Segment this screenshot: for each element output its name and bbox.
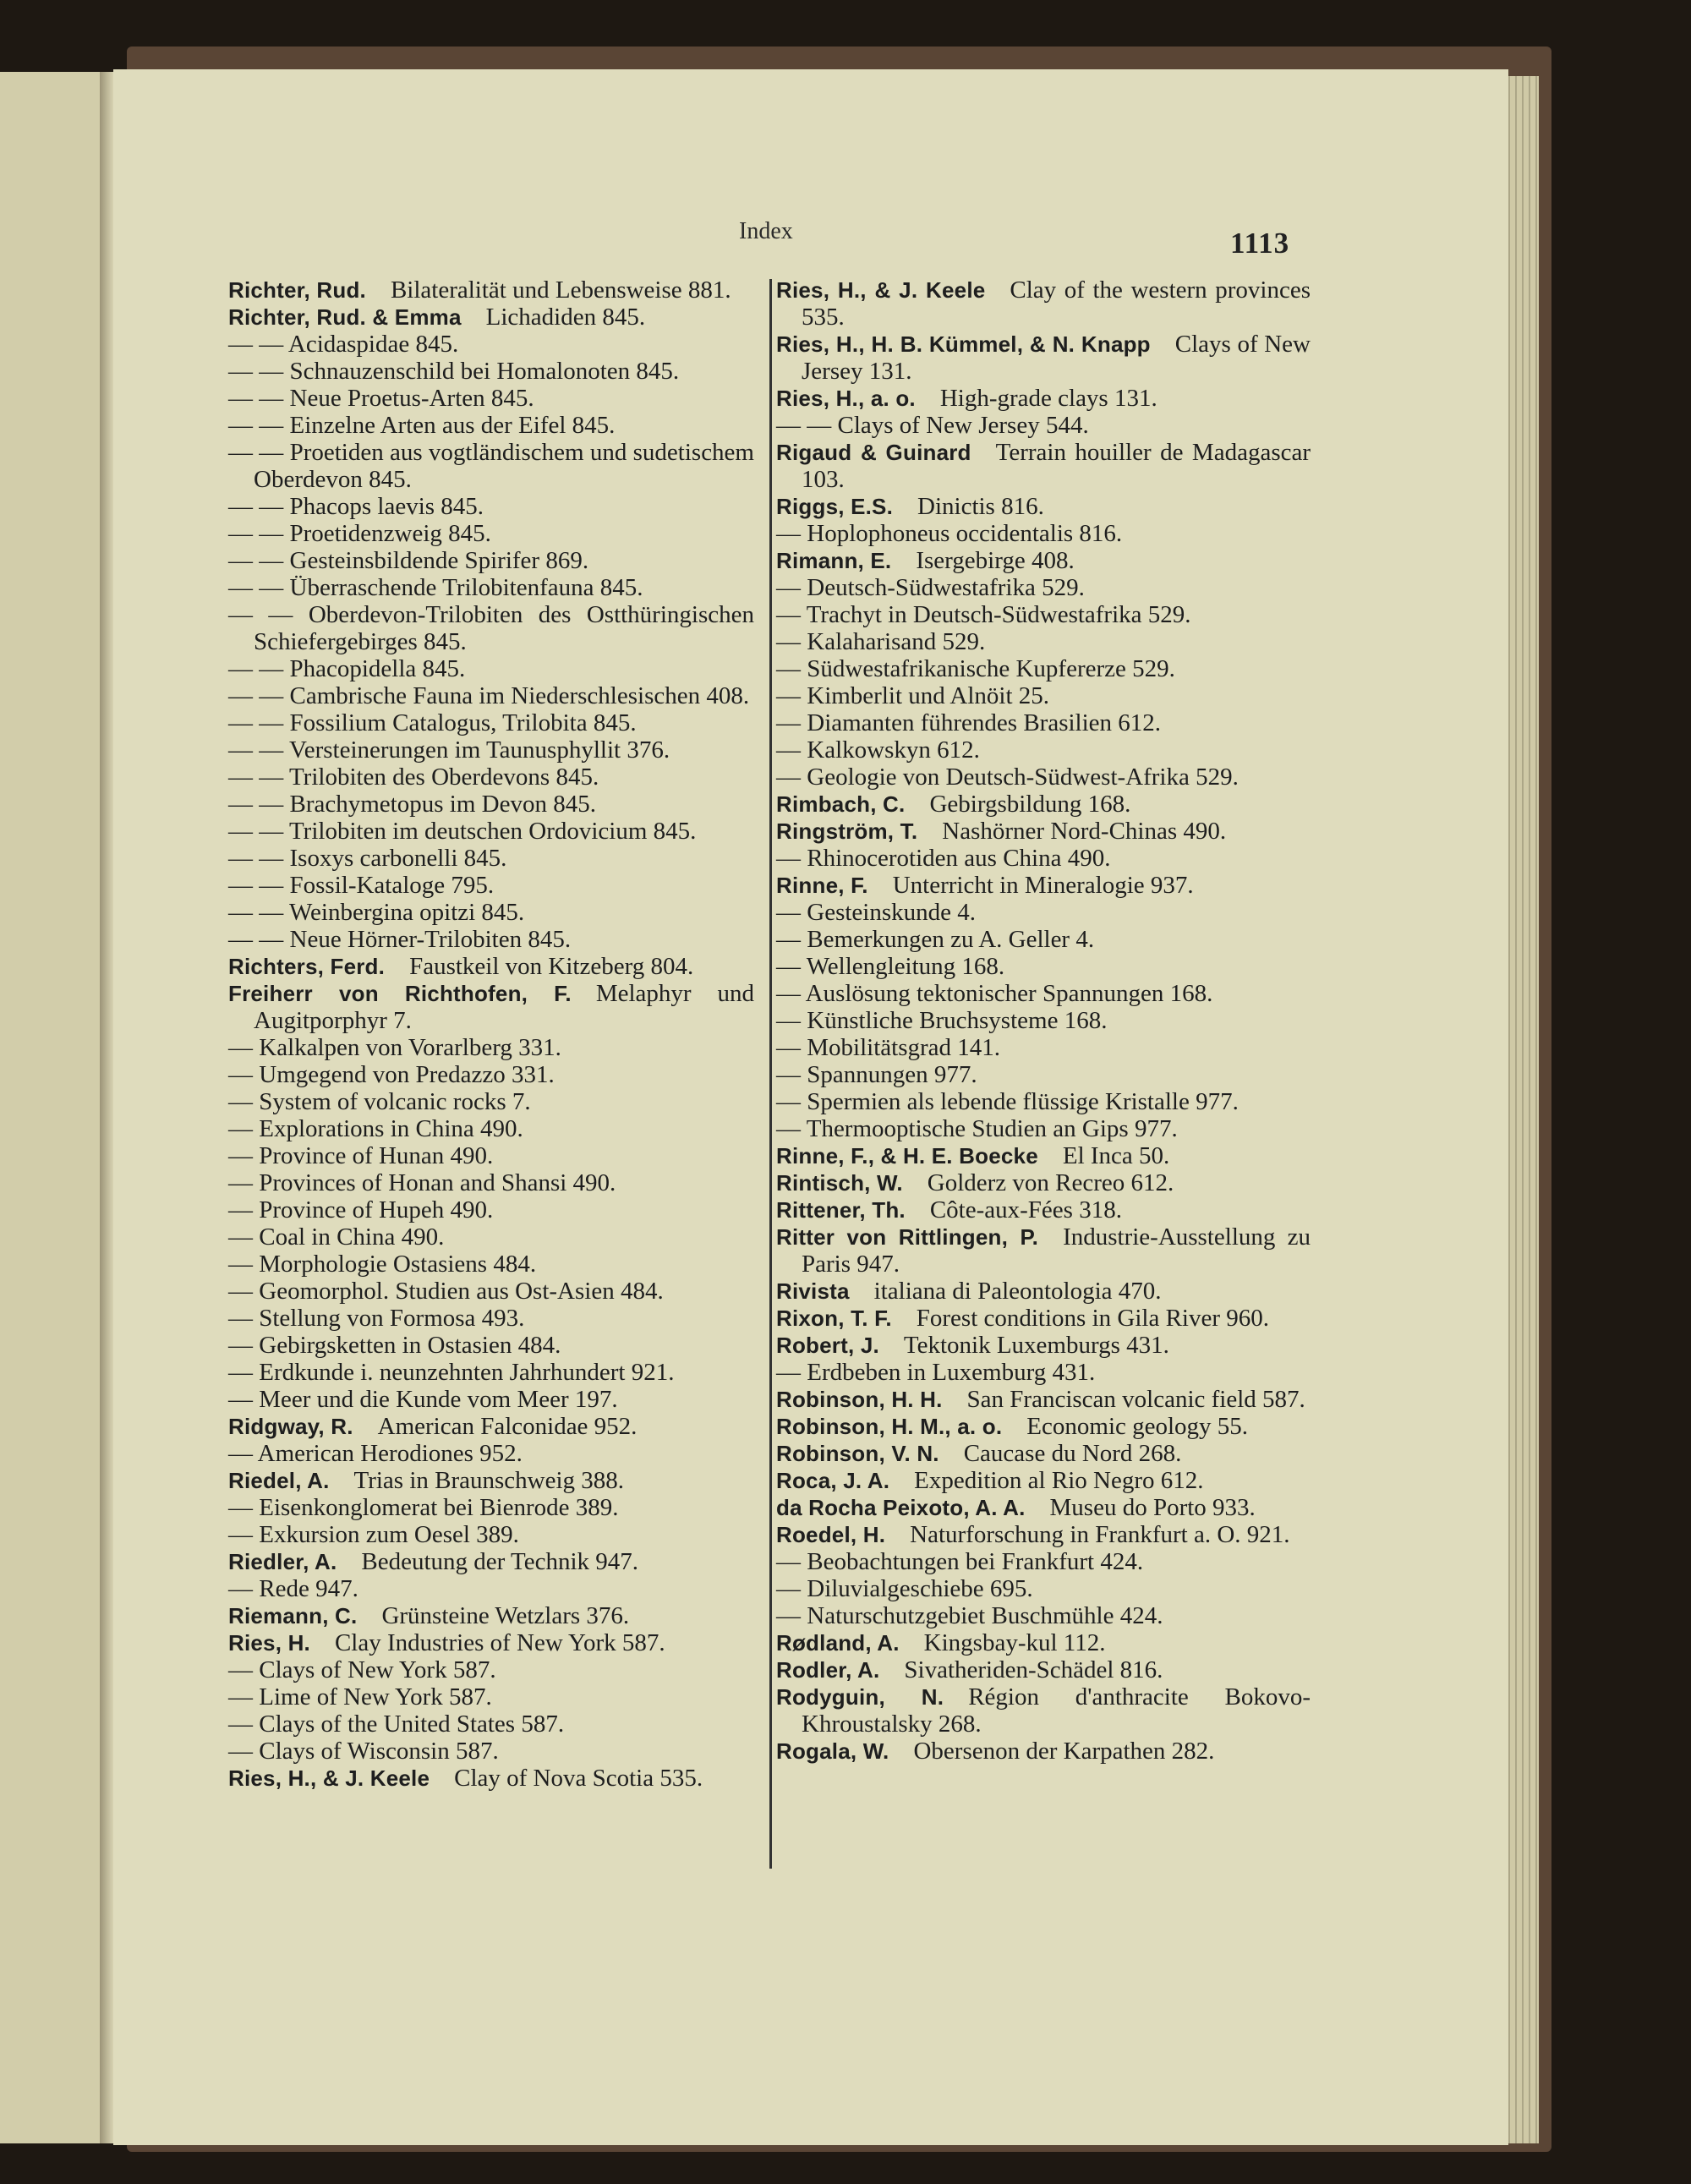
index-entry bbox=[228, 385, 754, 412]
entry-author: Freiherr von Richthofen, F. bbox=[228, 981, 572, 1006]
index-entry bbox=[776, 601, 1311, 628]
entry-author: Rivista bbox=[776, 1278, 850, 1304]
entry-title: — Clays of the United States 587. bbox=[228, 1711, 565, 1738]
entry-title: Côte-aux-Fées 318. bbox=[929, 1196, 1122, 1223]
entry-author: Riedel, A. bbox=[228, 1468, 330, 1493]
entry-title: — Provinces of Honan and Shansi 490. bbox=[228, 1169, 616, 1196]
index-entry bbox=[228, 655, 754, 682]
entry-author: Rødland, A. bbox=[776, 1630, 900, 1656]
entry-title: — — Oberdevon-Trilobiten des Ostthüringischen Schiefergebirges 845. bbox=[228, 601, 754, 655]
index-entry bbox=[776, 899, 1311, 926]
entry-author: Riemann, C. bbox=[228, 1603, 358, 1628]
index-entry bbox=[776, 1115, 1311, 1142]
index-entry bbox=[776, 1602, 1311, 1629]
entry-title: — — Proetidenzweig 845. bbox=[228, 520, 491, 547]
index-entry bbox=[228, 953, 754, 980]
entry-title: — — Fossil-Kataloge 795. bbox=[228, 872, 495, 899]
index-entry bbox=[776, 1305, 1311, 1332]
entry-title: Bedeutung der Technik 947. bbox=[361, 1548, 639, 1575]
index-entry bbox=[228, 764, 754, 791]
index-entry bbox=[228, 439, 754, 493]
entry-title: Tektonik Luxemburgs 431. bbox=[903, 1332, 1169, 1359]
entry-title: — — Schnauzenschild bei Homalonoten 845. bbox=[228, 358, 680, 385]
entry-title: — Clays of New York 587. bbox=[228, 1656, 496, 1683]
index-entry bbox=[228, 682, 754, 709]
entry-title: Terrain houiller de Madagascar 103. bbox=[802, 439, 1311, 493]
entry-author: Rogala, W. bbox=[776, 1738, 889, 1764]
index-entry bbox=[776, 1494, 1311, 1521]
index-entry bbox=[776, 1738, 1311, 1765]
entry-title: — Auslösung tektonischer Spannungen 168. bbox=[776, 980, 1213, 1007]
index-entry bbox=[228, 331, 754, 358]
index-entry bbox=[228, 1034, 754, 1061]
entry-title: italiana di Paleontologia 470. bbox=[873, 1278, 1162, 1305]
index-entry bbox=[776, 547, 1311, 574]
entry-title: — Geomorphol. Studien aus Ost-Asien 484. bbox=[228, 1278, 664, 1305]
index-entry bbox=[228, 818, 754, 845]
entry-title: — Geologie von Deutsch-Südwest-Afrika 529. bbox=[776, 764, 1239, 791]
index-entry bbox=[228, 1359, 754, 1386]
entry-author: Rinne, F., & H. E. Boecke bbox=[776, 1143, 1038, 1169]
entry-title: — — Fossilium Catalogus, Trilobita 845. bbox=[228, 709, 637, 736]
entry-title: — System of volcanic rocks 7. bbox=[228, 1088, 531, 1115]
entry-title: — — Cambrische Fauna im Niederschlesischen 408. bbox=[228, 682, 750, 709]
index-entry bbox=[228, 1061, 754, 1088]
entry-title: — Stellung von Formosa 493. bbox=[228, 1305, 525, 1332]
entry-title: — Lime of New York 587. bbox=[228, 1683, 492, 1711]
index-entry bbox=[228, 1305, 754, 1332]
entry-title: — Spannungen 977. bbox=[776, 1061, 977, 1088]
index-entry bbox=[228, 1521, 754, 1548]
entry-title: — Eisenkonglomerat bei Bienrode 389. bbox=[228, 1494, 619, 1521]
entry-title: Sivatheriden-Schädel 816. bbox=[904, 1656, 1163, 1683]
entry-author: Ritter von Rittlingen, P. bbox=[776, 1224, 1039, 1250]
index-entry bbox=[228, 1223, 754, 1251]
entry-title: — — Phacopidella 845. bbox=[228, 655, 466, 682]
index-entry bbox=[776, 1142, 1311, 1169]
index-entry bbox=[776, 736, 1311, 764]
index-entry bbox=[776, 628, 1311, 655]
entry-title: — Meer und die Kunde vom Meer 197. bbox=[228, 1386, 618, 1413]
entry-title: — Thermooptische Studien an Gips 977. bbox=[776, 1115, 1178, 1142]
index-entry bbox=[776, 791, 1311, 818]
entry-title: — Mobilitätsgrad 141. bbox=[776, 1034, 1001, 1061]
entry-author: Roedel, H. bbox=[776, 1522, 886, 1547]
index-entry bbox=[776, 1088, 1311, 1115]
entry-title: American Falconidae 952. bbox=[377, 1413, 638, 1440]
entry-title: — — Phacops laevis 845. bbox=[228, 493, 484, 520]
entry-title: Gebirgsbildung 168. bbox=[929, 791, 1131, 818]
index-entry bbox=[776, 1223, 1311, 1278]
index-entry bbox=[228, 1413, 754, 1440]
index-entry bbox=[776, 1359, 1311, 1386]
entry-author: Rinne, F. bbox=[776, 873, 868, 898]
index-entry bbox=[228, 574, 754, 601]
index-entry bbox=[228, 1467, 754, 1494]
entry-title: — Hoplophoneus occidentalis 816. bbox=[776, 520, 1123, 547]
entry-author: Richters, Ferd. bbox=[228, 954, 386, 979]
index-entry bbox=[776, 439, 1311, 493]
index-entry bbox=[776, 926, 1311, 953]
running-header: Index bbox=[739, 218, 793, 244]
entry-title: Unterricht in Mineralogie 937. bbox=[892, 872, 1194, 899]
index-entry bbox=[228, 980, 754, 1034]
entry-author: Ries, H., a. o. bbox=[776, 386, 916, 411]
index-entry bbox=[228, 547, 754, 574]
index-entry bbox=[228, 1575, 754, 1602]
entry-author: Rodler, A. bbox=[776, 1657, 880, 1683]
entry-title: — Kalkowskyn 612. bbox=[776, 736, 980, 764]
index-entry bbox=[228, 899, 754, 926]
entry-title: — Erdkunde i. neunzehnten Jahrhundert 921. bbox=[228, 1359, 675, 1386]
entry-author: Ries, H., & J. Keele bbox=[228, 1765, 430, 1791]
index-entry bbox=[228, 276, 754, 304]
entry-title: San Franciscan volcanic field 587. bbox=[966, 1386, 1305, 1413]
index-entry bbox=[228, 358, 754, 385]
index-column-right bbox=[776, 276, 1311, 1765]
entry-author: Rodyguin, N. bbox=[776, 1684, 944, 1710]
index-entry bbox=[776, 1061, 1311, 1088]
entry-author: Ridgway, R. bbox=[228, 1414, 353, 1439]
entry-title: — Kalkalpen von Vorarlberg 331. bbox=[228, 1034, 561, 1061]
entry-title: Nashörner Nord-Chinas 490. bbox=[942, 818, 1227, 845]
entry-title: — — Acidaspidae 845. bbox=[228, 331, 459, 358]
index-entry bbox=[776, 1278, 1311, 1305]
index-entry bbox=[228, 520, 754, 547]
entry-title: — Diluvialgeschiebe 695. bbox=[776, 1575, 1033, 1602]
index-entry bbox=[776, 493, 1311, 520]
entry-title: — Umgegend von Predazzo 331. bbox=[228, 1061, 555, 1088]
entry-title: Bilateralität und Lebensweise 881. bbox=[390, 276, 731, 304]
entry-author: Richter, Rud. bbox=[228, 277, 366, 303]
index-entry bbox=[228, 304, 754, 331]
index-entry bbox=[776, 1034, 1311, 1061]
index-entry bbox=[776, 655, 1311, 682]
index-entry bbox=[776, 1521, 1311, 1548]
index-entry bbox=[776, 980, 1311, 1007]
entry-author: Rixon, T. F. bbox=[776, 1305, 892, 1331]
entry-title: Clays of New Jersey 131. bbox=[802, 331, 1311, 385]
index-entry bbox=[228, 1142, 754, 1169]
entry-author: Ries, H., H. B. Kümmel, & N. Knapp bbox=[776, 331, 1151, 357]
entry-title: — Spermien als lebende flüssige Kristalle 977. bbox=[776, 1088, 1239, 1115]
index-entry bbox=[776, 1683, 1311, 1738]
index-column-left bbox=[228, 276, 754, 1792]
entry-title: — Künstliche Bruchsysteme 168. bbox=[776, 1007, 1108, 1034]
entry-title: — Trachyt in Deutsch-Südwestafrika 529. bbox=[776, 601, 1191, 628]
entry-title: — — Versteinerungen im Taunusphyllit 376. bbox=[228, 736, 670, 764]
entry-title: Dinictis 816. bbox=[917, 493, 1044, 520]
entry-title: — Bemerkungen zu A. Geller 4. bbox=[776, 926, 1095, 953]
index-entry bbox=[776, 1007, 1311, 1034]
index-entry bbox=[776, 953, 1311, 980]
entry-author: Ries, H. bbox=[228, 1630, 310, 1656]
index-entry bbox=[776, 709, 1311, 736]
index-entry bbox=[776, 682, 1311, 709]
entry-title: Clay of the western provinces 535. bbox=[802, 276, 1311, 331]
entry-author: Robinson, H. H. bbox=[776, 1387, 943, 1412]
column-divider bbox=[769, 279, 772, 1869]
index-entry bbox=[776, 385, 1311, 412]
entry-title: Forest conditions in Gila River 960. bbox=[916, 1305, 1269, 1332]
index-entry bbox=[776, 520, 1311, 547]
index-entry bbox=[776, 764, 1311, 791]
index-entry bbox=[228, 1683, 754, 1711]
entry-author: Rigaud & Guinard bbox=[776, 440, 971, 465]
entry-title: Lichadiden 845. bbox=[485, 304, 646, 331]
entry-title: El Inca 50. bbox=[1062, 1142, 1170, 1169]
entry-title: — — Proetiden aus vogtländischem und sudetischem Oberdevon 845. bbox=[228, 439, 754, 493]
index-entry bbox=[228, 1711, 754, 1738]
entry-title: — Rhinocerotiden aus China 490. bbox=[776, 845, 1111, 872]
entry-author: Rittener, Th. bbox=[776, 1197, 906, 1223]
entry-title: — — Neue Hörner-Trilobiten 845. bbox=[228, 926, 572, 953]
entry-title: Expedition al Rio Negro 612. bbox=[914, 1467, 1204, 1494]
index-entry bbox=[228, 1088, 754, 1115]
entry-title: Région d'anthracite Bokovo-Khroustalsky 268. bbox=[802, 1683, 1311, 1738]
entry-title: — Deutsch-Südwestafrika 529. bbox=[776, 574, 1085, 601]
index-entry bbox=[228, 736, 754, 764]
index-entry bbox=[228, 1440, 754, 1467]
entry-author: Rimbach, C. bbox=[776, 791, 906, 817]
index-entry bbox=[228, 926, 754, 953]
entry-author: Richter, Rud. & Emma bbox=[228, 304, 462, 330]
entry-title: Clay Industries of New York 587. bbox=[334, 1629, 665, 1656]
index-entry bbox=[228, 1738, 754, 1765]
entry-title: — — Neue Proetus-Arten 845. bbox=[228, 385, 534, 412]
entry-title: — Diamanten führendes Brasilien 612. bbox=[776, 709, 1162, 736]
entry-author: Rintisch, W. bbox=[776, 1170, 903, 1196]
index-entry bbox=[776, 1629, 1311, 1656]
index-entry bbox=[776, 1548, 1311, 1575]
index-entry bbox=[228, 1494, 754, 1521]
index-entry bbox=[228, 1278, 754, 1305]
entry-title: Faustkeil von Kitzeberg 804. bbox=[409, 953, 694, 980]
entry-title: — Explorations in China 490. bbox=[228, 1115, 523, 1142]
index-entry bbox=[776, 331, 1311, 385]
entry-title: Kingsbay-kul 112. bbox=[923, 1629, 1106, 1656]
index-entry bbox=[228, 709, 754, 736]
index-entry bbox=[228, 1765, 754, 1792]
entry-title: — Gebirgsketten in Ostasien 484. bbox=[228, 1332, 561, 1359]
entry-title: Industrie-Ausstellung zu Paris 947. bbox=[802, 1223, 1311, 1278]
index-entry bbox=[776, 276, 1311, 331]
index-entry bbox=[228, 493, 754, 520]
entry-title: Clay of Nova Scotia 535. bbox=[454, 1765, 703, 1792]
entry-author: Rimann, E. bbox=[776, 548, 892, 573]
entry-author: Riedler, A. bbox=[228, 1549, 337, 1574]
entry-title: — Province of Hunan 490. bbox=[228, 1142, 494, 1169]
index-entry bbox=[228, 1656, 754, 1683]
entry-title: — Coal in China 490. bbox=[228, 1223, 445, 1251]
index-entry bbox=[776, 1196, 1311, 1223]
entry-author: Ries, H., & J. Keele bbox=[776, 277, 986, 303]
index-entry bbox=[228, 872, 754, 899]
index-entry bbox=[776, 1656, 1311, 1683]
entry-title: — — Isoxys carbonelli 845. bbox=[228, 845, 507, 872]
entry-title: — Südwestafrikanische Kupfererze 529. bbox=[776, 655, 1175, 682]
entry-author: Roca, J. A. bbox=[776, 1468, 890, 1493]
index-entry bbox=[228, 1169, 754, 1196]
entry-title: — — Gesteinsbildende Spirifer 869. bbox=[228, 547, 589, 574]
index-entry bbox=[776, 1413, 1311, 1440]
entry-title: — — Überraschende Trilobitenfauna 845. bbox=[228, 574, 643, 601]
entry-title: — Erdbeben in Luxemburg 431. bbox=[776, 1359, 1096, 1386]
index-entry bbox=[776, 1332, 1311, 1359]
index-entry bbox=[776, 574, 1311, 601]
index-entry bbox=[228, 791, 754, 818]
entry-title: — — Einzelne Arten aus der Eifel 845. bbox=[228, 412, 616, 439]
entry-title: Grünsteine Wetzlars 376. bbox=[381, 1602, 630, 1629]
entry-title: Golderz von Recreo 612. bbox=[927, 1169, 1174, 1196]
entry-title: Caucase du Nord 268. bbox=[963, 1440, 1182, 1467]
entry-author: Robinson, V. N. bbox=[776, 1441, 939, 1466]
index-entry bbox=[776, 872, 1311, 899]
entry-title: — Naturschutzgebiet Buschmühle 424. bbox=[776, 1602, 1163, 1629]
entry-title: — Exkursion zum Oesel 389. bbox=[228, 1521, 519, 1548]
entry-title: High-grade clays 131. bbox=[939, 385, 1157, 412]
entry-title: — Rede 947. bbox=[228, 1575, 358, 1602]
index-entry bbox=[228, 1332, 754, 1359]
index-entry bbox=[228, 1115, 754, 1142]
entry-title: Trias in Braunschweig 388. bbox=[353, 1467, 625, 1494]
entry-title: — Kalaharisand 529. bbox=[776, 628, 986, 655]
index-entry bbox=[776, 818, 1311, 845]
entry-title: — — Trilobiten im deutschen Ordovicium 845. bbox=[228, 818, 697, 845]
entry-title: Economic geology 55. bbox=[1026, 1413, 1249, 1440]
left-page-edge bbox=[0, 72, 101, 2143]
index-entry bbox=[776, 412, 1311, 439]
index-entry bbox=[228, 1602, 754, 1629]
entry-title: — — Trilobiten des Oberdevons 845. bbox=[228, 764, 599, 791]
entry-title: — Gesteinskunde 4. bbox=[776, 899, 976, 926]
entry-author: Ringström, T. bbox=[776, 818, 918, 844]
entry-title: — Morphologie Ostasiens 484. bbox=[228, 1251, 537, 1278]
entry-author: da Rocha Peixoto, A. A. bbox=[776, 1495, 1026, 1520]
index-entry bbox=[228, 1386, 754, 1413]
index-entry bbox=[228, 1629, 754, 1656]
entry-title: — — Clays of New Jersey 544. bbox=[776, 412, 1089, 439]
index-entry bbox=[776, 845, 1311, 872]
index-entry bbox=[228, 412, 754, 439]
index-entry bbox=[776, 1467, 1311, 1494]
index-entry bbox=[228, 1251, 754, 1278]
index-entry bbox=[228, 1548, 754, 1575]
entry-title: — — Weinbergina opitzi 845. bbox=[228, 899, 525, 926]
entry-title: Naturforschung in Frankfurt a. O. 921. bbox=[910, 1521, 1290, 1548]
entry-title: Melaphyr und Augitporphyr 7. bbox=[254, 980, 754, 1034]
entry-title: — American Herodiones 952. bbox=[228, 1440, 523, 1467]
entry-title: Isergebirge 408. bbox=[916, 547, 1075, 574]
index-entry bbox=[776, 1169, 1311, 1196]
entry-title: — Province of Hupeh 490. bbox=[228, 1196, 494, 1223]
entry-title: Museu do Porto 933. bbox=[1049, 1494, 1256, 1521]
index-entry bbox=[776, 1386, 1311, 1413]
entry-title: — Clays of Wisconsin 587. bbox=[228, 1738, 499, 1765]
entry-author: Robert, J. bbox=[776, 1333, 879, 1358]
index-entry bbox=[228, 601, 754, 655]
index-entry bbox=[776, 1440, 1311, 1467]
entry-title: Obersenon der Karpathen 282. bbox=[913, 1738, 1215, 1765]
entry-title: — — Brachymetopus im Devon 845. bbox=[228, 791, 596, 818]
entry-author: Riggs, E.S. bbox=[776, 494, 894, 519]
page-number: 1113 bbox=[1230, 227, 1290, 260]
index-entry bbox=[228, 1196, 754, 1223]
index-entry bbox=[776, 1575, 1311, 1602]
entry-title: — Beobachtungen bei Frankfurt 424. bbox=[776, 1548, 1144, 1575]
index-entry bbox=[228, 845, 754, 872]
entry-title: — Kimberlit und Alnöit 25. bbox=[776, 682, 1050, 709]
book-gutter bbox=[100, 72, 113, 2143]
entry-author: Robinson, H. M., a. o. bbox=[776, 1414, 1003, 1439]
entry-title: — Wellengleitung 168. bbox=[776, 953, 1005, 980]
